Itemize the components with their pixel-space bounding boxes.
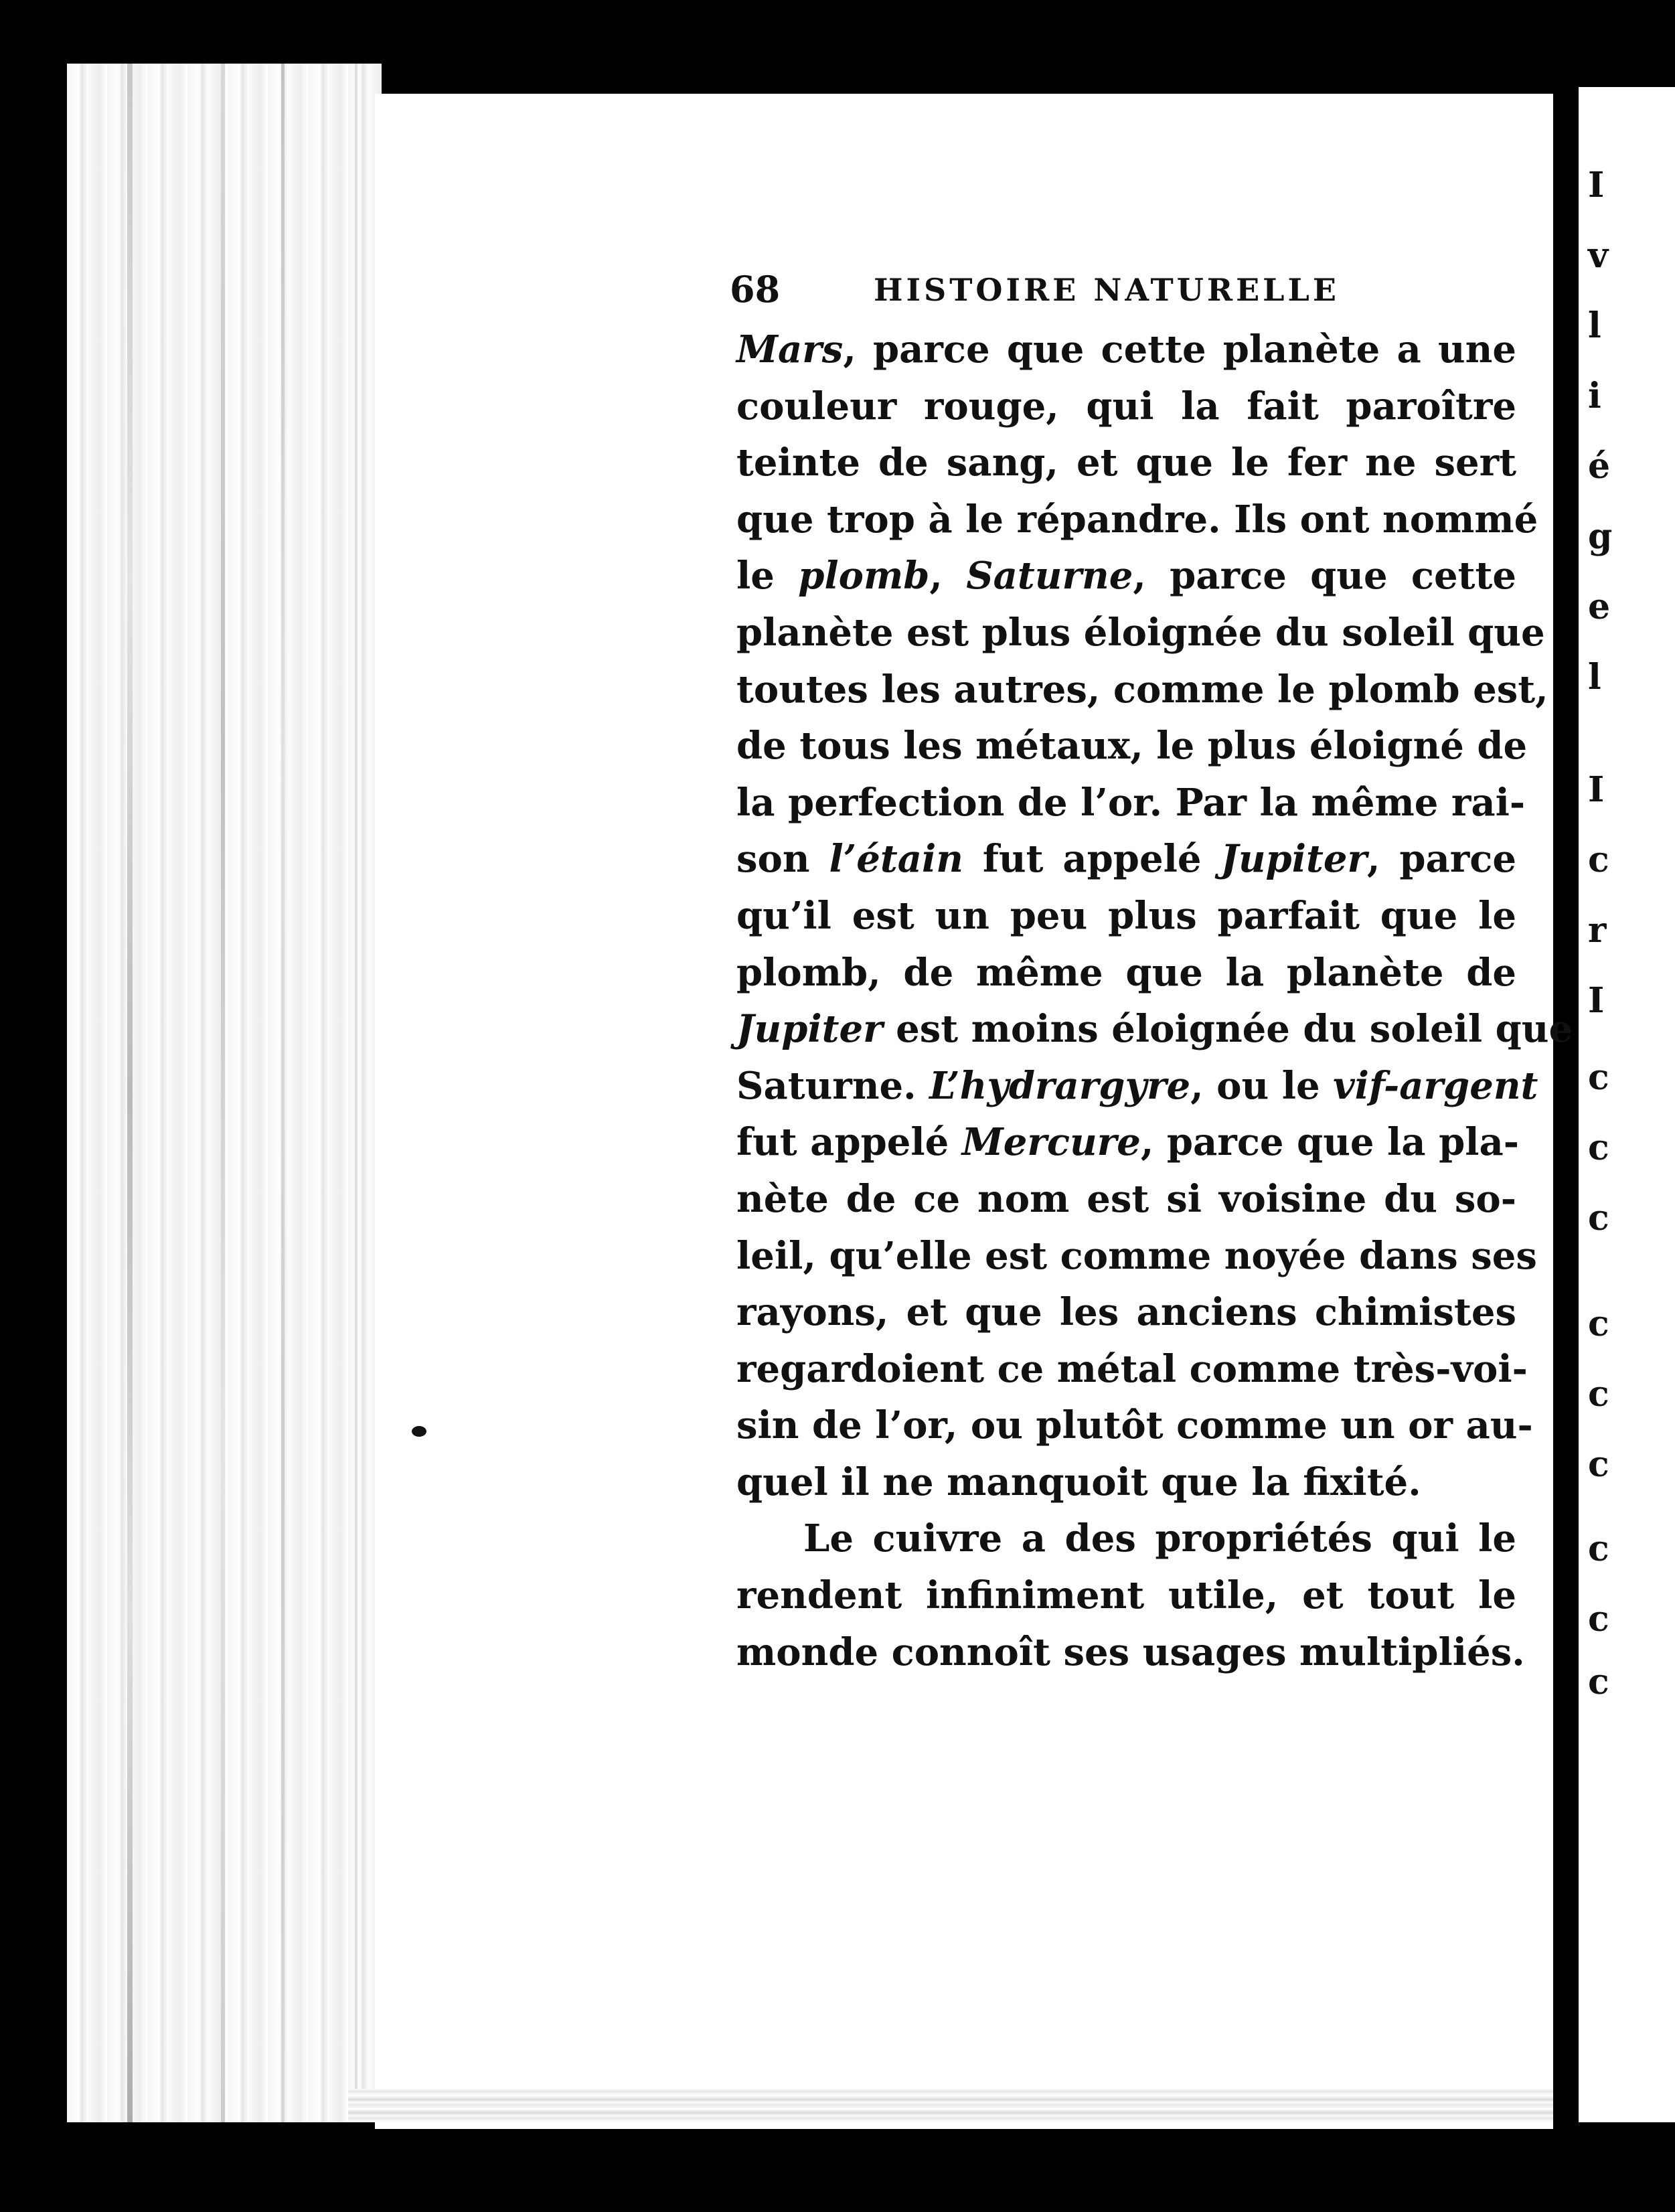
adjacent-page-letter: c [1588,1303,1609,1344]
text-run: rayons, et que les anciens chimistes [736,1290,1516,1335]
text-run: couleur rouge, qui la fait paroître [736,384,1516,428]
adjacent-page-letter: g [1588,516,1613,557]
text-run: Saturne. [736,1063,930,1108]
text-line [736,1228,1537,1285]
adjacent-page-letter: é [1588,445,1611,487]
text-line [736,831,1516,888]
page-edge-crease [355,64,357,2126]
italic-term: plomb [798,554,930,599]
text-line [736,321,1516,378]
text-run: la perfection de l’or. Par la même rai- [736,780,1526,825]
text-run: est moins éloignée du soleil que [882,1007,1573,1052]
text-line [736,1624,1525,1681]
text-line [736,888,1516,945]
text-run: regardoient ce métal comme très-voi- [736,1346,1528,1391]
adjacent-page-letter: v [1588,234,1609,276]
text-run: , ou le [1190,1063,1334,1108]
text-run: sin de l’or, ou plutôt comme un or au- [736,1403,1533,1448]
adjacent-page-letter: I [1588,164,1605,206]
text-line [736,661,1548,718]
text-run: , [929,554,967,599]
italic-term: Saturne [966,554,1133,599]
running-header [730,268,1399,315]
adjacent-page-letter: c [1588,1057,1609,1098]
italic-term: Jupiter [736,1007,883,1052]
adjacent-page-letter: e [1588,586,1611,627]
text-run: planète est plus éloignée du soleil que [736,610,1545,655]
adjacent-page-letter: I [1588,979,1605,1021]
text-run: leil, qu’elle est comme noyée dans ses [736,1233,1537,1278]
running-head-title: HISTOIRE NATURELLE [874,272,1340,308]
adjacent-page-letter: c [1588,1127,1609,1168]
text-run: plomb, de même que la planète de [736,950,1516,995]
text-run: fut appelé [963,837,1221,882]
scan-border-bottom [0,2122,1675,2212]
text-line [736,378,1516,435]
text-run: , parce [1366,837,1516,882]
text-line [736,1114,1520,1171]
adjacent-page-letter: I [1588,769,1605,810]
page-number: 68 [730,268,781,311]
page-edge-crease [281,64,285,2126]
adjacent-page-letter: c [1588,1443,1609,1485]
scan-border-top [0,0,1675,64]
text-line [736,548,1516,605]
text-run: toutes les autres, comme le plomb est, [736,667,1548,712]
text-run: quel il ne manquoit que la fixité. [736,1459,1421,1504]
italic-term: l’étain [829,837,963,882]
italic-term: Mars [736,327,844,372]
scan-border-left [0,64,67,2212]
text-run: monde connoît ses usages multipliés. [736,1630,1525,1674]
text-line [736,945,1516,1002]
text-line [736,775,1526,832]
text-line [736,1001,1573,1058]
text-run: rendent infiniment utile, et tout le [736,1573,1516,1618]
italic-term: L’hydrargyre [929,1063,1191,1108]
text-line [736,434,1516,491]
page-edge-crease [221,64,225,2126]
adjacent-page-letter: c [1588,1528,1609,1569]
text-line [736,1510,1516,1567]
adjacent-page-letter: c [1588,1598,1609,1640]
adjacent-page-letter: c [1588,1198,1609,1239]
text-run: Le cuivre a des propriétés qui le [803,1516,1516,1561]
text-run: nète de ce nom est si voisine du so- [736,1176,1516,1221]
body-text [736,321,1573,1680]
text-run: son [736,837,829,882]
text-run: fut appelé [736,1120,962,1165]
adjacent-page-letter: c [1588,1373,1609,1415]
ink-spot [412,1426,426,1437]
adjacent-page-letter: i [1588,375,1601,416]
adjacent-page-letter: c [1588,1662,1609,1703]
text-run: qu’il est un peu plus parfait que le [736,893,1516,938]
text-line [736,1341,1528,1398]
text-run: , parce que cette [1133,554,1516,599]
text-line [736,1397,1533,1454]
text-line [736,718,1528,775]
page-edges-stack [67,64,382,2126]
text-line [736,1171,1516,1228]
adjacent-page-letter: r [1588,909,1607,951]
italic-term: Jupiter [1220,837,1367,882]
adjacent-page-letter: l [1588,656,1601,698]
page-edge-crease [127,64,133,2126]
text-line [736,1567,1516,1624]
text-run: , parce que cette planète a une [843,327,1516,372]
text-run: le [736,554,799,599]
adjacent-page-fragment [1579,87,1675,2122]
page-bottom-edges [348,2089,1553,2122]
italic-term: Mercure [961,1120,1141,1165]
adjacent-page-letter: c [1588,839,1609,880]
text-line [736,605,1545,661]
text-line [736,1058,1538,1115]
text-line [736,1284,1516,1341]
text-run: , parce que la pla- [1140,1120,1520,1165]
text-run: teinte de sang, et que le fer ne sert [736,441,1516,485]
adjacent-page-letter: l [1588,305,1601,346]
text-run: que trop à le répandre. Ils ont nommé [736,497,1538,542]
text-line [736,1454,1516,1511]
text-line [736,491,1538,548]
italic-term: vif-argent [1333,1063,1538,1108]
book-gutter [1553,100,1579,2122]
text-run: de tous les métaux, le plus éloigné de [736,724,1528,769]
